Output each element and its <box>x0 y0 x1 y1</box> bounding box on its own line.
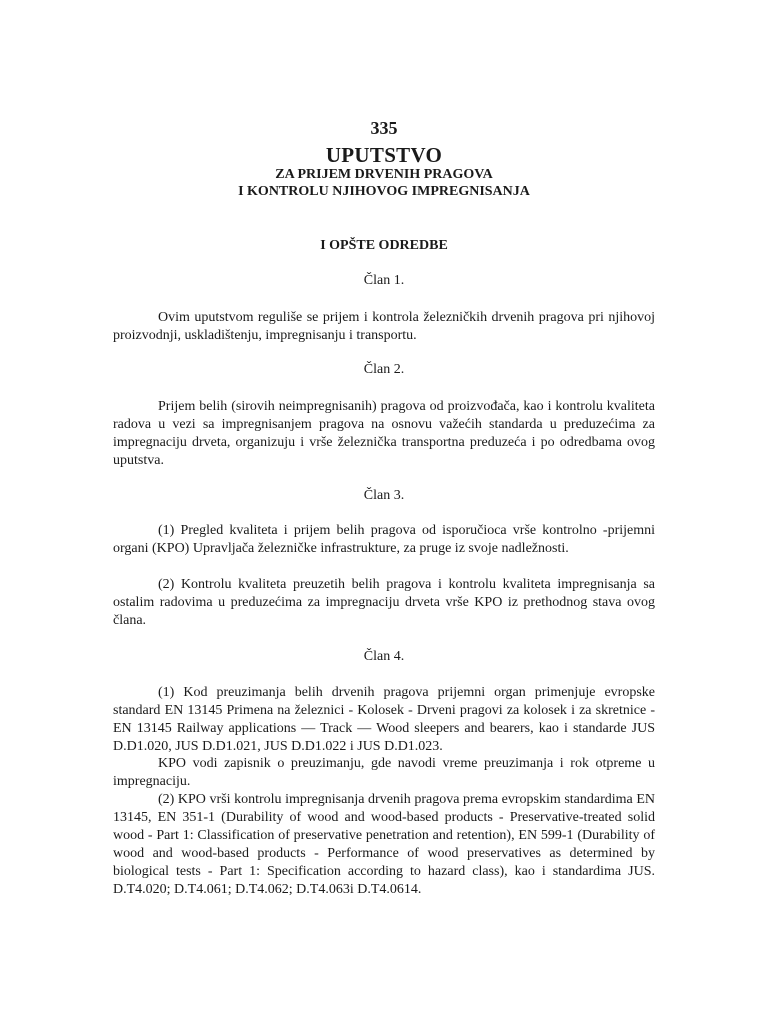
article-4-paragraph-3: (2) KPO vrši kontrolu impregnisanja drvenih pragova prema evropskim standardima EN 13145, EN 351-1 (Durability of wood and wood-based products - Preservative-treated solid wood - Part 1: Classification of preservative penetration and retention), EN 599-1 (Durability of wood and wood-based products - Performance of wood preservatives as determined by biological tests - Part 1: Specification according to hazard class), kao i standardima JUS. D.T4.020; D.T4.061; D.T4.062; D.T4.063i D.T4.0614. <box>113 792 655 897</box>
document-title: UPUTSTVO <box>325 143 443 167</box>
article-4-label: Član 4. <box>363 649 405 664</box>
article-4-paragraph-1: (1) Kod preuzimanja belih drvenih pragova prijemni organ primenjuje evropske standard EN 13145 Primena na železnici - Kolosek - Drveni pragovi za kolosek i za skretnice -EN 13145 Railway applications — Track — Wood sleepers and bearers, kao i standarde JUS D.D1.020, JUS D.D1.021, JUS D.D1.022 i JUS D.D1.023. <box>113 685 655 754</box>
article-2-label: Član 2. <box>363 362 405 377</box>
section-heading: I OPŠTE ODREDBE <box>320 238 448 253</box>
document-subtitle-line-1: ZA PRIJEM DRVENIH PRAGOVA <box>275 167 493 182</box>
article-4-paragraph-2: KPO vodi zapisnik o preuzimanju, gde navodi vreme preuzimanja i rok otpreme u impregnaciju. <box>113 756 655 789</box>
article-3-paragraph-1: (1) Pregled kvaliteta i prijem belih pragova od isporučioca vrše kontrolno -prijemni organi (KPO) Upravljača železničke infrastrukture, za pruge iz svoje nadležnosti. <box>113 523 655 556</box>
article-1-label: Član 1. <box>363 273 405 288</box>
article-2-paragraph: Prijem belih (sirovih neimpregnisanih) pragova od proizvođača, kao i kontrolu kvaliteta radova u vezi sa impregnisanjem pragova na osnovu važećih standarda u preduzećima za impregnaciju drveta, organizuju i vrše železnička transportna preduzeća i po odredbama ovog uputstva. <box>113 399 655 468</box>
article-3-label: Član 3. <box>363 488 405 503</box>
document-subtitle-line-2: I KONTROLU NJIHOVOG IMPREGNISANJA <box>238 184 530 199</box>
article-1-paragraph: Ovim uputstvom reguliše se prijem i kontrola železničkih drvenih pragova pri njihovoj proizvodnji, uskladištenju, impregnisanju i transportu. <box>113 310 655 343</box>
article-3-paragraph-2: (2) Kontrolu kvaliteta preuzetih belih pragova i kontrolu kvaliteta impregnisanja sa ostalim radovima u preduzećima za impregnaciju drveta vrše KPO iz prethodnog stava ovog člana. <box>113 577 655 628</box>
document-number: 335 <box>370 118 398 138</box>
